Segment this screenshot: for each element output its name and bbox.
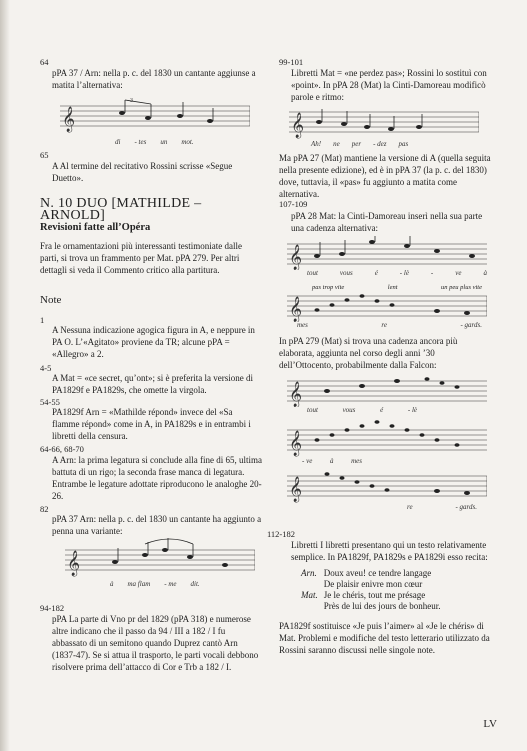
speaker <box>301 579 324 590</box>
lyric-syllable: dit. <box>190 580 200 588</box>
music-staff <box>287 418 487 458</box>
svg-text:𝄞: 𝄞 <box>289 382 303 407</box>
page-number: LV <box>483 718 497 730</box>
note-body: A Nessuna indicazione agogica figura in A, e neppure in PA O. L’«Agitato» proviene da TR; alcune pPA = «Allegro» a 2. <box>52 325 255 359</box>
lyric-syllable: mes <box>351 457 362 465</box>
music-staff <box>289 104 479 140</box>
lyric-syllable: - <box>430 269 434 277</box>
svg-text:𝄞: 𝄞 <box>291 113 305 138</box>
verse: Doux aveu! ce tendre langage <box>323 568 432 578</box>
note-body: PA1829f Arn = «Mathilde répond» invece del «Sa flamme répond» come in A, in PA1829s e in entrambi i libretti della censura. <box>52 407 251 441</box>
lyric-syllable: mes <box>297 321 308 329</box>
lyrics-line <box>297 319 482 331</box>
music-example-3 <box>289 104 479 152</box>
note-body: pPA 37 / Arn: nella p. c. del 1830 un cantante aggiunse a matita l’alternativa: <box>52 68 256 90</box>
svg-text:𝄞: 𝄞 <box>289 297 303 322</box>
svg-text:𝄞: 𝄞 <box>289 477 303 502</box>
lyric-syllable: tout <box>307 406 318 414</box>
music-example-5 <box>287 375 487 419</box>
svg-text:𝄞: 𝄞 <box>62 107 76 132</box>
svg-text:𝄞: 𝄞 <box>67 551 81 576</box>
note-body: A Mat = «ce secret, qu’ont»; si è preferita la versione di PA1829f e PA1829s, che omette la virgola. <box>52 373 254 395</box>
note-body: A Al termine del recitativo Rossini scrisse «Segue Duetto». <box>52 161 233 183</box>
lyric-syllable: é <box>374 269 378 277</box>
music-staff <box>287 290 487 322</box>
tempo-mark: pas trop vite <box>312 284 345 291</box>
poem-line <box>301 601 446 612</box>
lyric-syllable: vous <box>342 406 356 414</box>
music-staff <box>287 236 487 270</box>
lyric-syllable: - lè <box>407 406 417 414</box>
book-spine-shadow <box>0 0 10 751</box>
notes-heading: Note <box>40 294 62 306</box>
speaker <box>301 601 324 612</box>
music-staff <box>65 536 255 580</box>
music-example-5b <box>287 418 487 470</box>
lyric-syllable: mot. <box>181 138 194 146</box>
lyric-syllable: - gards. <box>455 503 477 511</box>
music-example-2 <box>65 536 255 592</box>
lyric-syllable: - ve <box>302 457 313 465</box>
note-number: 4-5 <box>40 363 52 373</box>
subheading: Revisioni fatte all’Opéra <box>40 222 151 233</box>
lyric-syllable: un <box>160 138 168 146</box>
note-number: 107-109 <box>279 199 308 209</box>
note-body: Libretti I libretti presentano qui un testo relativamente semplice. In PA1829f, PA1829s e PA1829i esso recita: <box>291 540 488 562</box>
lyric-syllable: - dez <box>373 140 387 148</box>
note-body: pPA La parte di Vno pr del 1829 (pPA 318) e numerose altre indicano che il passo da 94 / III a 182 / I fu abbassato di un semitono quando Duprez cantò Arn (1837-47). Se si attua il trasporto, le parti vocali debbono risolvere prima dell’attacco di Cor e Trb a 182 / I. <box>52 614 259 672</box>
svg-text:3: 3 <box>130 98 133 104</box>
lyric-syllable: tout <box>307 269 318 277</box>
lyric-syllable: pas <box>398 140 409 148</box>
note-body: pPA 28 Mat: la Cinti-Damoreau inserì nella sua parte una cadenza alternativa: <box>291 211 483 233</box>
speaker: Arn. <box>301 568 317 578</box>
note-text-64 <box>40 67 274 91</box>
music-example-5c <box>287 468 487 516</box>
music-staff <box>287 375 487 407</box>
lyrics-line <box>302 455 362 467</box>
lyrics-line <box>115 136 255 148</box>
lyric-syllable: re <box>381 321 387 329</box>
poem-line <box>301 568 446 579</box>
note-number: 64-66, 68-70 <box>40 444 84 454</box>
lyric-syllable: - me <box>164 580 177 588</box>
note-body: pPA 37 Arn: nella p. c. del 1830 un cantante ha aggiunto a penna una variante: <box>52 514 262 536</box>
music-example-4b <box>287 290 487 334</box>
lyric-syllable: vous <box>339 269 353 277</box>
note-number: 82 <box>40 504 49 514</box>
lyric-syllable: ma flam <box>127 580 151 588</box>
note-number: 54-55 <box>40 397 60 407</box>
section-heading: N. 10 DUO [MATHILDE – ARNOLD] <box>40 196 202 223</box>
note-number: 64 <box>40 57 49 67</box>
paragraph: In pPA 279 (Mat) si trova una cadenza ancora più elaborata, aggiunta nel corso degli anni ’30 dell’Ottocento, probabilmente dalla Falcon: <box>279 336 458 370</box>
lyrics-line <box>307 404 417 416</box>
intro-paragraph: Fra le ornamentazioni più interessanti testimoniate dalle parti, si trova un frammento per Mat. pPA 279. Per altri dettagli si veda il Commento critico alla partitura. <box>40 241 242 275</box>
lyric-syllable: re <box>407 503 413 511</box>
lyric-syllable: Ah! <box>311 140 322 148</box>
paragraph: Ma pPA 27 (Mat) mantiene la versione di A (quella seguita nella presente edizione), ed è in pPA 37 (la p. c. del 1830) dove, tuttavia, il «pas» fu aggiunto a matita come alternativa. <box>279 153 491 199</box>
verse: Je le chéris, tout me présage <box>323 590 426 600</box>
note-body: Libretti Mat = «ne perdez pas»; Rossini lo sostituì con «point». In pPA 28 (Mat) la Cinti-Damoreau modificò parole e ritmo: <box>291 68 487 102</box>
note-number: 1 <box>40 315 45 325</box>
note-number: 65 <box>40 150 49 160</box>
lyrics-line <box>407 501 477 513</box>
lyric-syllable: é <box>380 406 384 414</box>
lyric-syllable: ve <box>455 269 462 277</box>
music-staff <box>60 96 250 138</box>
verse: Près de lui des jours de bonheur. <box>323 601 441 611</box>
tempo-mark: lent <box>387 284 398 291</box>
poem-line <box>301 579 446 590</box>
lyrics-line <box>307 267 487 279</box>
paragraph: PA1829f sostituisce «Je puis l’aimer» al «Je le chéris» di Mat. Problemi e modifiche del testo letterario utilizzato da Rossini saranno discussi nelle singole note. <box>279 621 490 655</box>
svg-text:𝄞: 𝄞 <box>289 431 303 456</box>
lyric-syllable: per <box>351 140 362 148</box>
verse: De plaisir enivre mon cœur <box>323 579 423 589</box>
lyric-syllable: à <box>329 457 334 465</box>
speaker: Mat. <box>301 590 318 600</box>
note-number: 112-182 <box>267 529 296 539</box>
lyric-syllable: à <box>483 269 487 277</box>
libretto-poem <box>301 568 446 612</box>
lyric-syllable: à <box>110 580 114 588</box>
note-body: A Arn: la prima legatura si conclude alla fine di 65, ultima battuta di un rigo; la seconda frase manca di legatura. Entrambe le legature adottate riproducono le analoghe 20-26. <box>52 455 262 501</box>
lyrics-line <box>311 138 471 150</box>
lyric-syllable: - gards. <box>460 321 482 329</box>
note-number: 99-101 <box>279 57 304 67</box>
poem-line <box>301 590 446 601</box>
lyric-syllable: - tes <box>134 138 147 146</box>
lyric-syllable: ne <box>333 140 340 148</box>
music-example-4 <box>287 236 487 294</box>
music-staff <box>287 468 487 504</box>
tempo-mark: un peu plus vite <box>441 284 482 291</box>
music-example-1 <box>60 96 250 150</box>
svg-text:𝄞: 𝄞 <box>289 245 303 270</box>
lyric-syllable: - lè <box>399 269 409 277</box>
lyric-syllable: di <box>115 138 121 146</box>
lyrics-line <box>110 578 260 590</box>
note-number: 94-182 <box>40 603 65 613</box>
